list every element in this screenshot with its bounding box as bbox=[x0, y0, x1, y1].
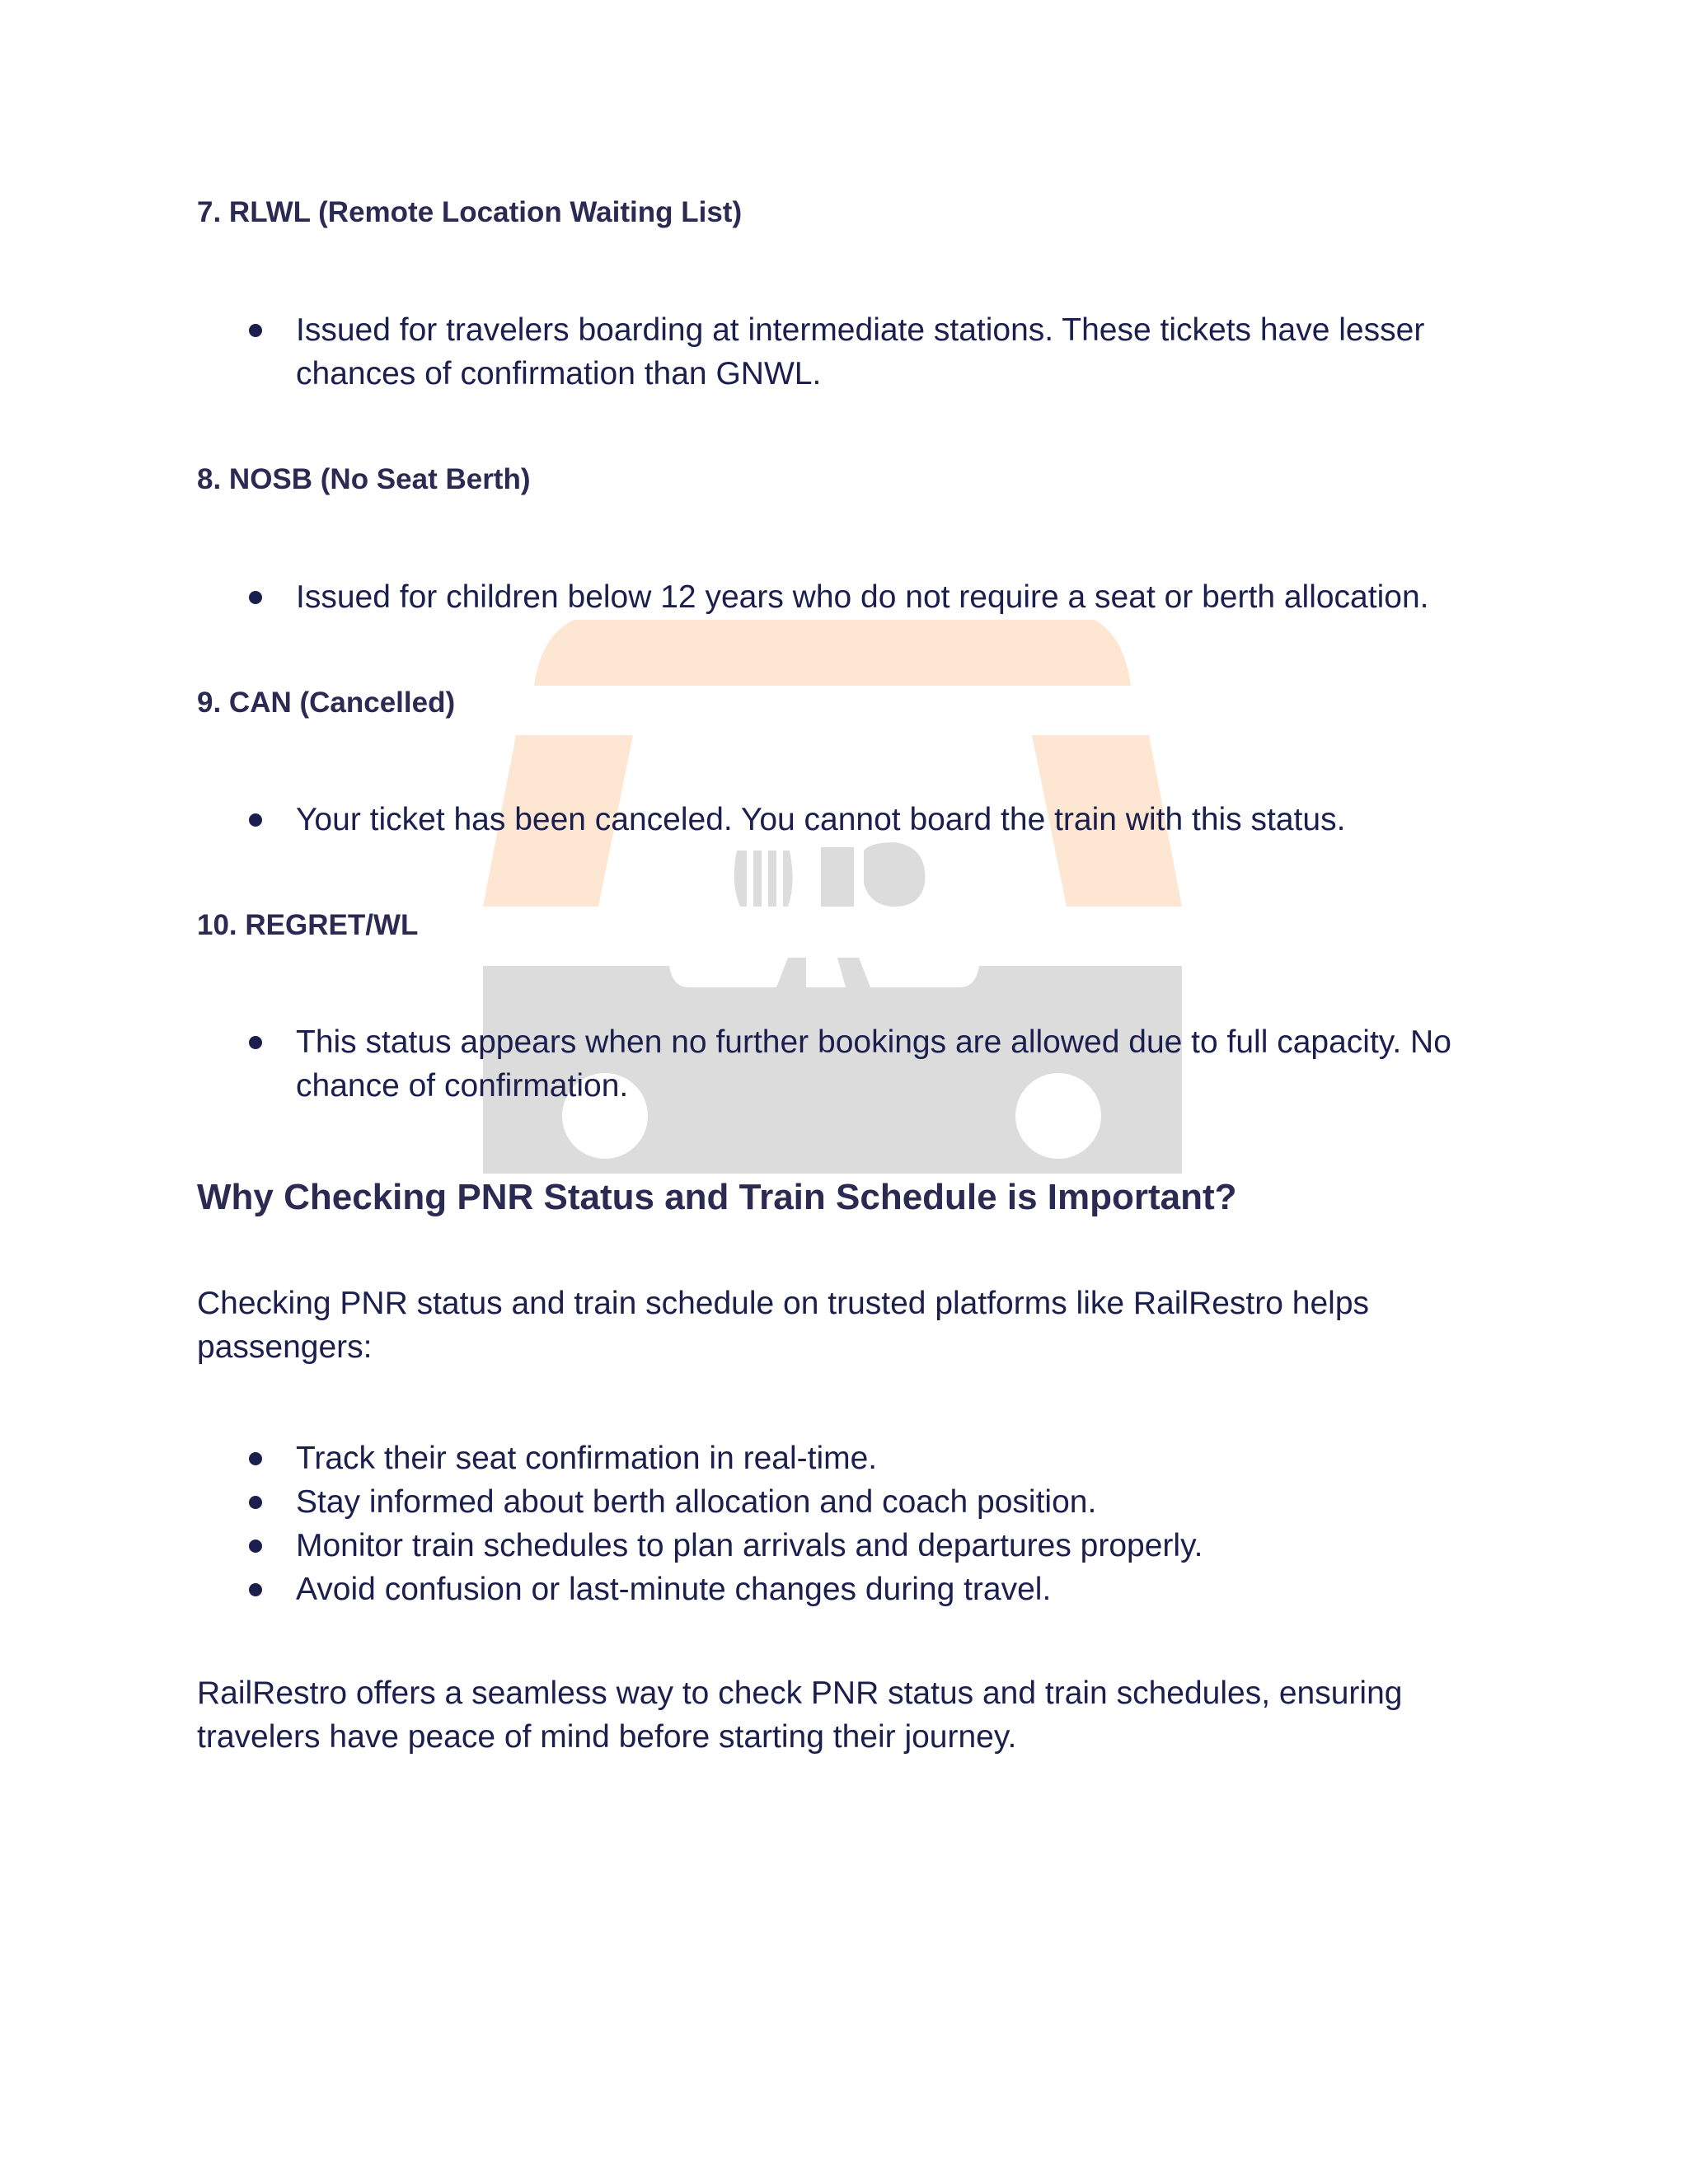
bullet-text: Your ticket has been canceled. You cannot board the train with this status. bbox=[296, 802, 1346, 837]
bullet-icon bbox=[249, 324, 262, 337]
section-heading-can: 9. CAN (Cancelled) bbox=[197, 687, 456, 719]
list-item bbox=[197, 1020, 1499, 1108]
bullet-icon bbox=[249, 591, 262, 604]
list-item bbox=[197, 1524, 1499, 1568]
bullet-text: Track their seat confirmation in real-time. bbox=[296, 1441, 878, 1476]
why-bullet-list bbox=[197, 1436, 1499, 1611]
list-item bbox=[197, 575, 1499, 619]
bullet-text: Issued for travelers boarding at intermediate stations. These tickets have lesser chances of confirmation than GNWL. bbox=[296, 312, 1425, 391]
bullet-text: Avoid confusion or last-minute changes during travel. bbox=[296, 1572, 1052, 1607]
list-item bbox=[197, 1480, 1499, 1524]
section-heading-nosb: 8. NOSB (No Seat Berth) bbox=[197, 463, 531, 495]
bullet-icon bbox=[249, 1036, 262, 1049]
list-item bbox=[197, 1568, 1499, 1611]
nosb-bullet-list bbox=[197, 575, 1499, 619]
bullet-text: Stay informed about berth allocation and coach position. bbox=[296, 1484, 1097, 1520]
list-item bbox=[197, 1436, 1499, 1480]
bullet-icon bbox=[249, 813, 262, 827]
bullet-text: Issued for children below 12 years who do not require a seat or berth allocation. bbox=[296, 579, 1429, 615]
why-heading: Why Checking PNR Status and Train Schedule is Important? bbox=[197, 1177, 1237, 1217]
section-heading-rlwl: 7. RLWL (Remote Location Waiting List) bbox=[197, 196, 743, 228]
bullet-text: Monitor train schedules to plan arrivals and departures properly. bbox=[296, 1528, 1203, 1563]
section-heading-regret-wl: 10. REGRET/WL bbox=[197, 909, 419, 941]
bullet-text: This status appears when no further bookings are allowed due to full capacity. No chance of confirmation. bbox=[296, 1024, 1451, 1104]
regret-wl-bullet-list bbox=[197, 1020, 1499, 1108]
bullet-icon bbox=[249, 1583, 262, 1596]
list-item bbox=[197, 798, 1499, 841]
bullet-icon bbox=[249, 1540, 262, 1553]
bullet-icon bbox=[249, 1496, 262, 1509]
list-item bbox=[197, 308, 1499, 396]
closing-paragraph: RailRestro offers a seamless way to check PNR status and train schedules, ensuring travelers have peace of mind before starting their journey. bbox=[197, 1675, 1403, 1755]
rlwl-bullet-list bbox=[197, 308, 1499, 396]
why-intro-paragraph: Checking PNR status and train schedule on trusted platforms like RailRestro helps passengers: bbox=[197, 1286, 1370, 1365]
bullet-icon bbox=[249, 1452, 262, 1465]
can-bullet-list bbox=[197, 798, 1499, 841]
